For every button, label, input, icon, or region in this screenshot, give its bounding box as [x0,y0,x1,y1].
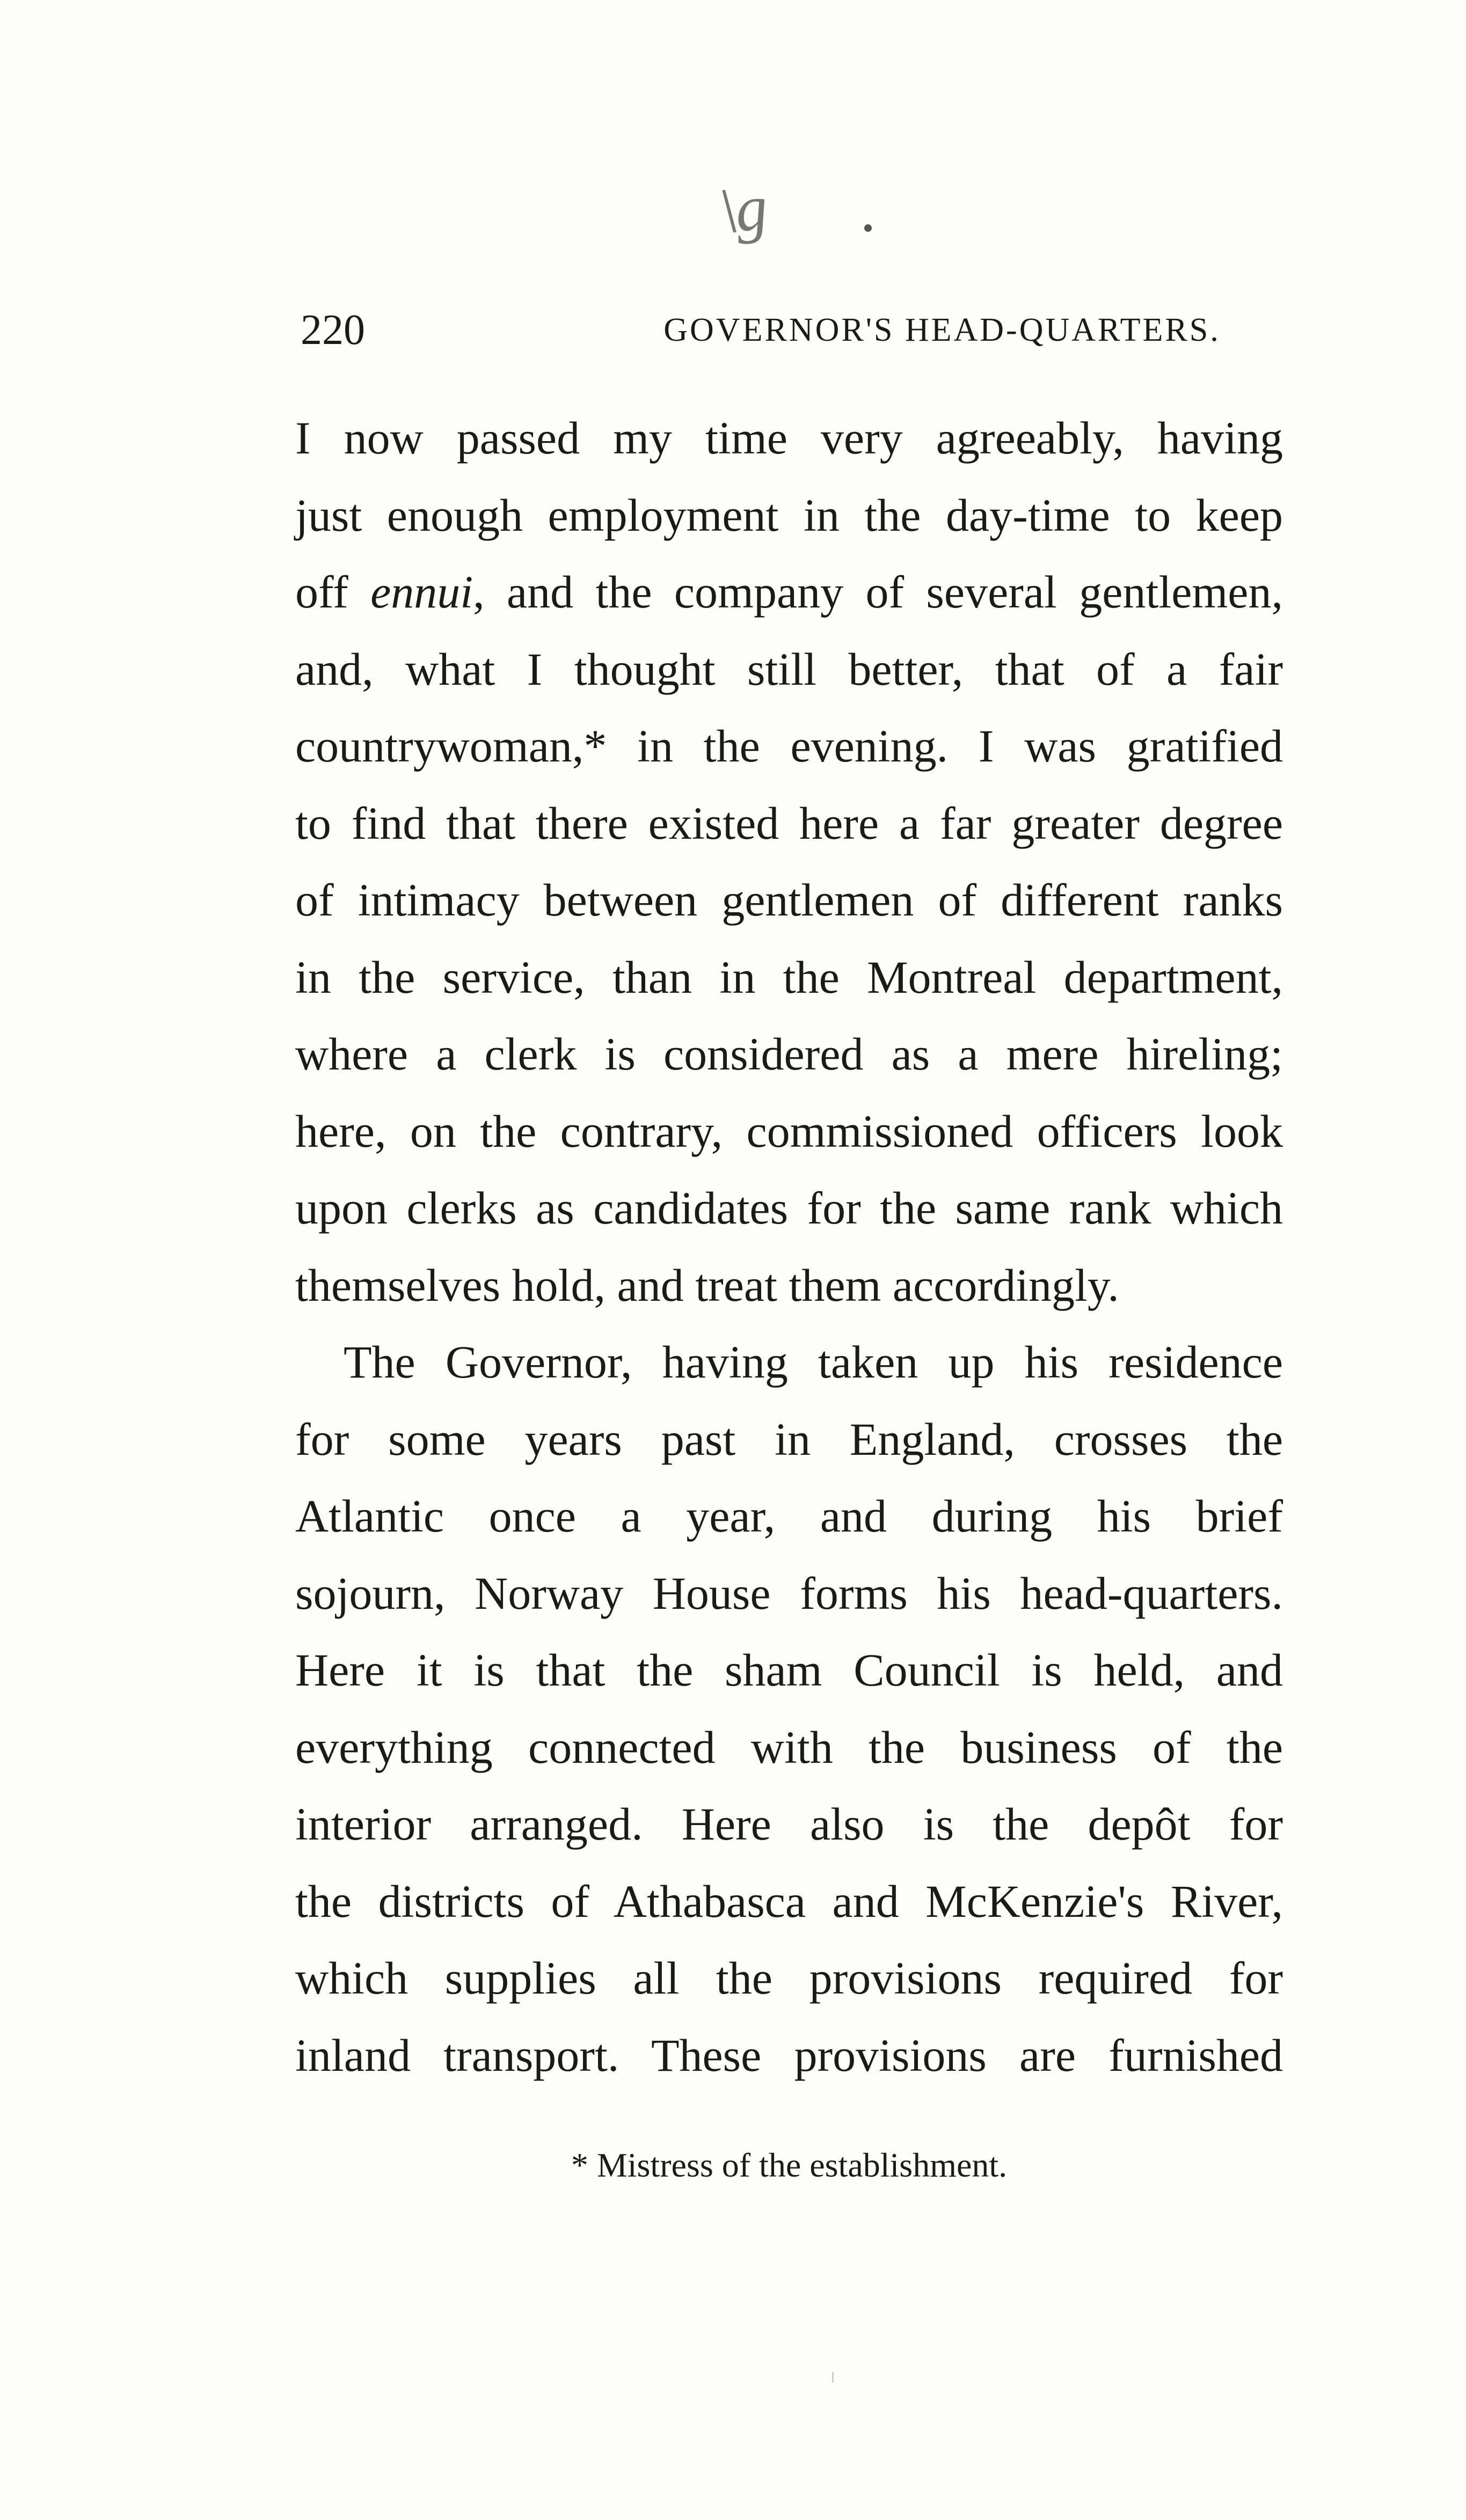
text-line: in the service, than in the Montreal department, [295,951,1283,1003]
text-line: The Governor, having taken up his residence [344,1336,1283,1388]
text-line: just enough employment in the day-time to keep [295,489,1283,541]
text-line: interior arranged. Here also is the depôt for [295,1798,1283,1850]
text-line: to find that there existed here a far greater degree [295,797,1283,849]
text-line: here, on the contrary, commissioned officers look [295,1105,1283,1157]
text-line: I now passed my time very agreeably, having [295,412,1283,464]
ink-dot [864,224,872,232]
text-line: of intimacy between gentlemen of different ranks [295,874,1283,926]
paper-speck [832,2372,834,2383]
text-line: for some years past in England, crosses the [295,1413,1283,1465]
running-title: GOVERNOR'S HEAD-QUARTERS. [663,312,1221,348]
text-line: Atlantic once a year, and during his brief [295,1490,1283,1542]
text-line: Here it is that the sham Council is held, and [295,1644,1283,1696]
text-line: which supplies all the provisions required for [295,1952,1283,2004]
handwritten-mark: \g [716,171,769,247]
text-line: countrywoman,* in the evening. I was gratified [295,720,1283,772]
text-line: themselves hold, and treat them accordingly. [295,1259,1119,1311]
body-text [295,400,1283,2094]
text-line: everything connected with the business of the [295,1721,1283,1773]
text-line: upon clerks as candidates for the same rank which [295,1182,1283,1234]
text-line: where a clerk is considered as a mere hireling; [295,1028,1283,1080]
text-line: off ennui, and the company of several gentlemen, [295,566,1283,618]
text-line: sojourn, Norway House forms his head-quarters. [295,1567,1283,1619]
text-line: inland transport. These provisions are furnished [295,2029,1283,2081]
page-number: 220 [301,306,365,354]
text-line: the districts of Athabasca and McKenzie's River, [295,1875,1283,1927]
footnote: * Mistress of the establishment. [571,2146,1008,2184]
italic-word: ennui [370,566,473,618]
page-header [301,301,1310,360]
text-line: and, what I thought still better, that of a fair [295,643,1283,695]
